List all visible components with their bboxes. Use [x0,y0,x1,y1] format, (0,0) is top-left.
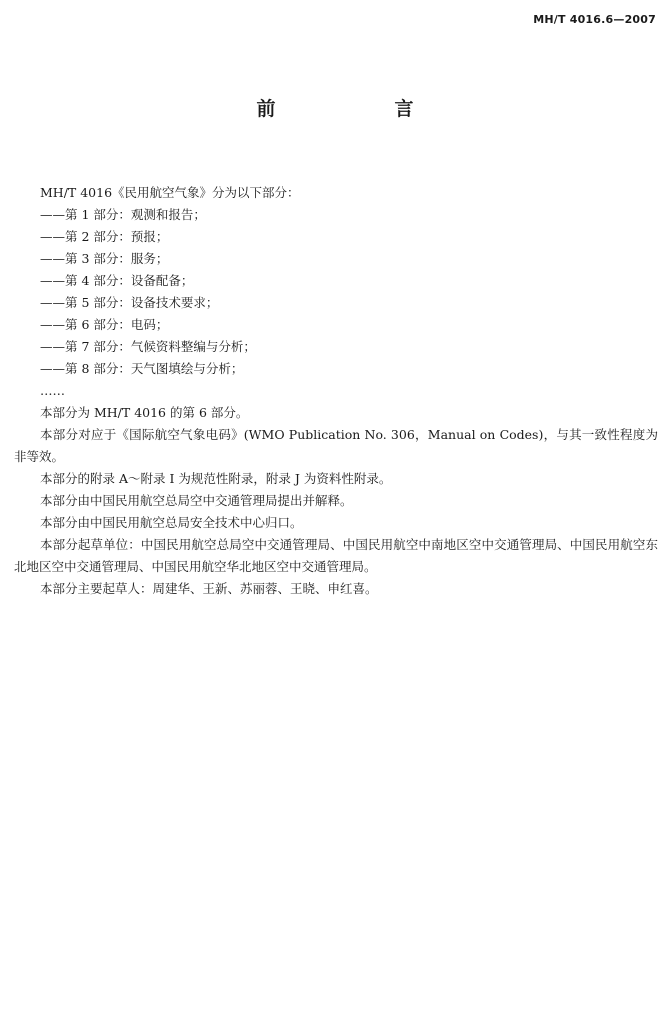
part-item: ——第 2 部分：预报； [40,229,169,244]
paragraph-drafters: 本部分主要起草人：周建华、王新、苏丽蓉、王晓、申红喜。 [40,581,378,596]
page-title: 前 言 [256,98,464,120]
part-item: ——第 1 部分：观测和报告； [40,207,206,222]
part-item: ——第 3 部分：服务； [40,251,169,266]
paragraph-centralizing: 本部分由中国民用航空总局安全技术中心归口。 [40,515,303,530]
part-item: ——第 6 部分：电码； [40,317,169,332]
paragraph-drafting-units: 本部分起草单位：中国民用航空总局空中交通管理局、中国民用航空中南地区空中交通管理局、中国民用航空东北地区空中交通管理局、中国民用航空华北地区空中交通管理局。 [14,537,658,574]
standard-code: MH/T 4016.6—2007 [533,13,656,26]
paragraph-correspondence: 本部分对应于《国际航空气象电码》(WMO Publication No. 306，Manual on Codes)，与其一致性程度为非等效。 [14,427,658,464]
paragraph-proposer: 本部分由中国民用航空总局空中交通管理局提出并解释。 [40,493,353,508]
part-item: ——第 7 部分：气候资料整编与分析； [40,339,256,354]
part-item: ——第 8 部分：天气图填绘与分析； [40,361,244,376]
part-item: ——第 5 部分：设备技术要求； [40,295,219,310]
foreword-body [14,182,658,600]
parts-ellipsis: …… [40,383,65,398]
paragraph-scope: 本部分为 MH/T 4016 的第 6 部分。 [40,405,249,420]
paragraph-annexes: 本部分的附录 A～附录 I 为规范性附录，附录 J 为资料性附录。 [40,471,392,486]
parts-intro: MH/T 4016《民用航空气象》分为以下部分： [40,185,300,200]
part-item: ——第 4 部分：设备配备； [40,273,194,288]
